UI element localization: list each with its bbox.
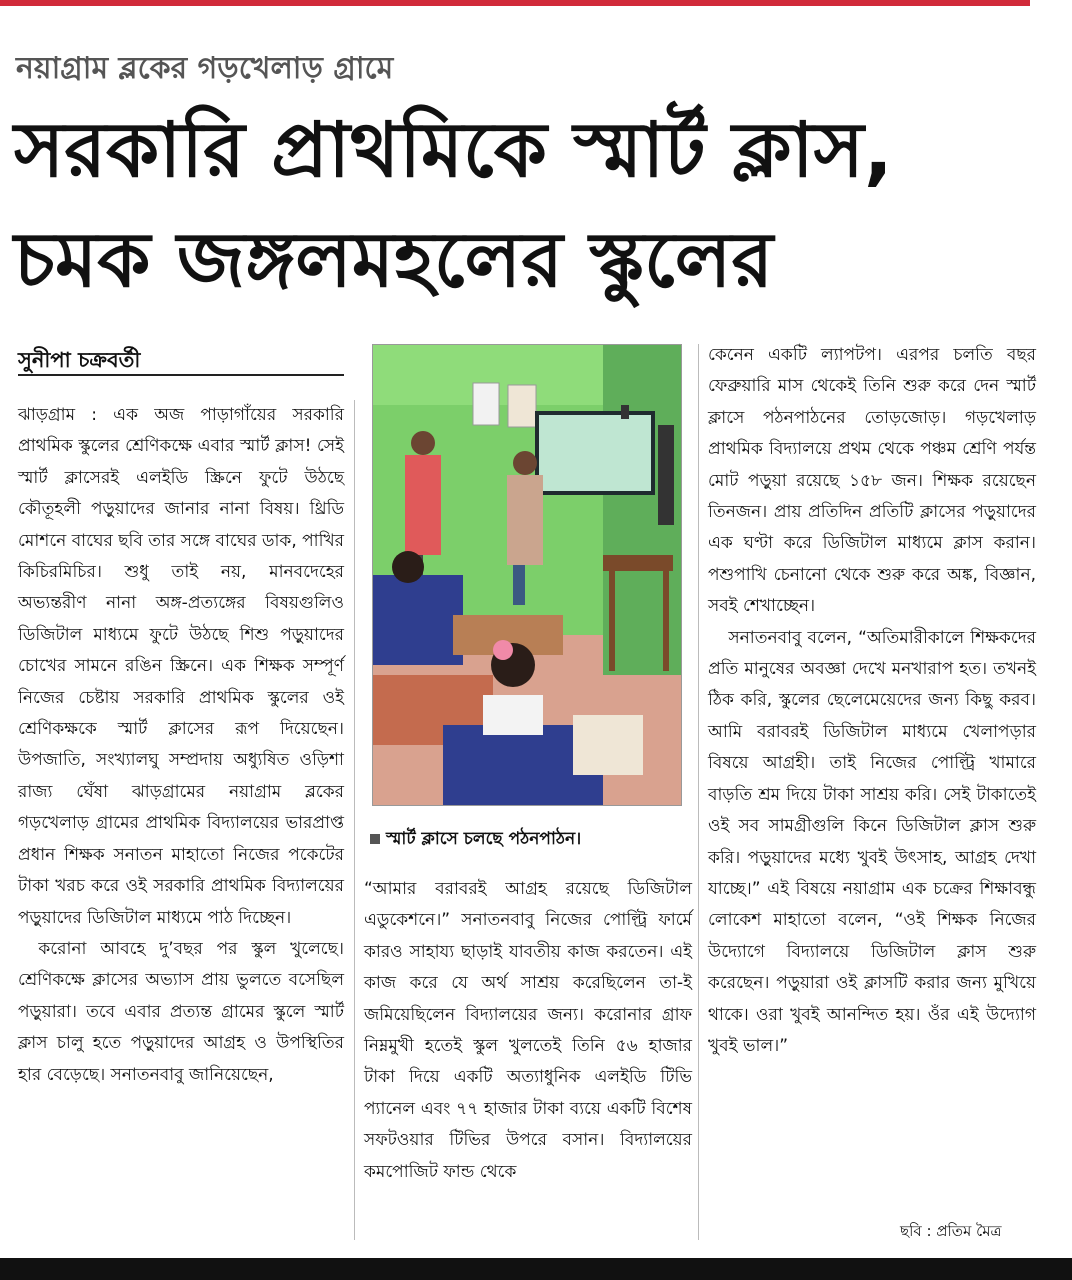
column-divider [698, 344, 699, 1240]
photo-credit: ছবি : প্রতিম মৈত্র [900, 1222, 1002, 1240]
article-column-3 [708, 340, 1036, 1062]
headline-line-2: চমক জঙ্গলমহলের স্কুলের [14, 215, 774, 304]
article-column-1 [18, 400, 344, 1091]
column-divider [354, 400, 355, 1240]
caption-bullet-icon [370, 834, 380, 844]
byline: সুনীপা চক্রবর্তী [18, 348, 141, 372]
paragraph: “আমার বরাবরই আগ্রহ রয়েছে ডিজিটাল এডুকেশনে।” সনাতনবাবু নিজের পোল্ট্রি ফার্মে কারও সাহায্য ছাড়াই যাবতীয় কাজ করতেন। এই কাজ করে যে অর্থ সাশ্রয় করেছিলেন তা-ই জমিয়েছিলেন বিদ্যালয়ের জন্য। করোনার গ্রাফ নিম্নমুখী হতেই স্কুল খুলতেই তিনি ৫৬ হাজার টাকা দিয়ে একটি অত্যাধুনিক এলইডি টিভি প্যানেল এবং ৭৭ হাজার টাকা ব্যয়ে একটি বিশেষ সফটওয়ার টিভির উপরে বসান। বিদ্যালয়ের কমপোজিট ফান্ড থেকে [364, 879, 692, 1182]
classroom-photo-illustration [373, 345, 681, 805]
paragraph: সনাতনবাবু বলেন, “অতিমারীকালে শিক্ষকদের প্রতি মানুষের অবজ্ঞা দেখে মনখারাপ হত। তখনই ঠিক করি, স্কুলের ছেলেমেয়েদের জন্য কিছু করব। আমি বরাবরই ডিজিটাল মাধ্যমে খেলাপড়ার বিষয়ে আগ্রহী। তাই নিজের পোল্ট্রি খামারে বাড়তি শ্রম দিয়ে টাকা সাশ্রয় করি। সেই টাকাতেই ওই সব সামগ্রীগুলি কিনে ডিজিটাল ক্লাস শুরু করি। পড়ুয়াদের মধ্যে খুবই উৎসাহ, আগ্রহ দেখা যাচ্ছে।” এই বিষয়ে নয়াগ্রাম এক চক্রের শিক্ষাবন্ধু লোকেশ মাহাতো বলেন, “ওই শিক্ষক নিজের উদ্যোগে বিদ্যালয়ে ডিজিটাল ক্লাস শুরু করেছেন। পড়ুয়ারা ওই ক্লাসটি করার জন্য মুখিয়ে থাকে। ওরা খুবই আনন্দিত হয়। ওঁর এই উদ্যোগ খুবই ভাল।” [708, 627, 1036, 1056]
paragraph: করোনা আবহে দু’বছর পর স্কুল খুলেছে। শ্রেণিকক্ষে ক্লাসের অভ্যাস প্রায় ভুলতে বসেছিল পড়ুয়ারা। তবে এবার প্রত্যন্ত গ্রামের স্কুলে স্মার্ট ক্লাস চালু হতে পড়ুয়াদের আগ্রহ ও উপস্থিতির হার বেড়েছে। সনাতনবাবু জানিয়েছেন, [18, 938, 344, 1085]
top-accent-bar [0, 0, 1030, 6]
article-photo [372, 344, 682, 806]
byline-rule [18, 374, 344, 376]
kicker: নয়াগ্রাম ব্লকের গড়খেলাড় গ্রামে [16, 51, 394, 86]
paragraph: ঝাড়গ্রাম : এক অজ পাড়াগাঁয়ের সরকারি প্রাথমিক স্কুলের শ্রেণিকক্ষে এবার স্মার্ট ক্লাস! সেই স্মার্ট ক্লাসেরই এলইডি স্ক্রিনে ফুটে উঠছে কৌতূহলী পড়ুয়াদের জানার নানা বিষয়। থ্রিডি মোশনে বাঘের ছবি তার সঙ্গে বাঘের ডাক, পাখির কিচিরমিচির। শুধু তাই নয়, মানবদেহের অভ্যন্তরীণ নানা অঙ্গ-প্রত্যঙ্গের বিষয়গুলিও ডিজিটাল মাধ্যমে ফুটে উঠছে শিশু পড়ুয়াদের চোখের সামনে রঙিন স্ক্রিনে। এক শিক্ষক সম্পূর্ণ নিজের চেষ্টায় সরকারি প্রাথমিক স্কুলের ওই শ্রেণিকক্ষকে স্মার্ট ক্লাসের রূপ দিয়েছেন। উপজাতি, সংখ্যালঘু সম্প্রদায় অধ্যুষিত ওড়িশা রাজ্য ঘেঁষা ঝাড়গ্রামের নয়াগ্রাম ব্লকের গড়খেলাড় গ্রামের প্রাথমিক বিদ্যালয়ের ভারপ্রাপ্ত প্রধান শিক্ষক সনাতন মাহাতো নিজের পকেটের টাকা খরচ করে ওই সরকারি প্রাথমিক বিদ্যালয়ের পড়ুয়াদের ডিজিটাল মাধ্যমে পাঠ দিচ্ছেন। [18, 405, 344, 928]
caption-text: স্মার্ট ক্লাসে চলছে পঠনপাঠন। [386, 829, 582, 849]
bottom-bar [0, 1258, 1072, 1280]
headline-line-1: সরকারি প্রাথমিকে স্মার্ট ক্লাস, [14, 105, 893, 194]
paragraph: কেনেন একটি ল্যাপটপ। এরপর চলতি বছর ফেব্রুয়ারি মাস থেকেই তিনি শুরু করে দেন স্মার্ট ক্লাসে পঠনপাঠনের তোড়জোড়। গড়খেলাড় প্রাথমিক বিদ্যালয়ে প্রথম থেকে পঞ্চম শ্রেণি পর্যন্ত মোট পড়ুয়া রয়েছে ১৫৮ জন। শিক্ষক রয়েছেন তিনজন। প্রায় প্রতিদিন প্রতিটি ক্লাসের পড়ুয়াদের এক ঘণ্টা করে ডিজিটাল মাধ্যমে ক্লাস করান। পশুপাখি চেনানো থেকে শুরু করে অঙ্ক, বিজ্ঞান, সবই শেখাচ্ছেন। [708, 345, 1036, 617]
article-column-2 [364, 874, 692, 1188]
photo-caption [370, 826, 581, 854]
